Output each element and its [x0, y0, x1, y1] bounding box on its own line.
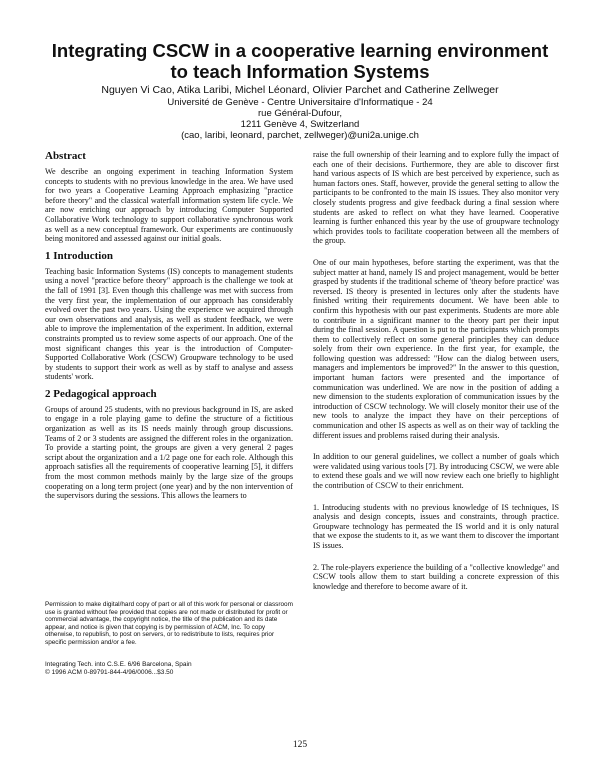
abstract-heading: Abstract [45, 150, 86, 162]
authors: Nguyen Vi Cao, Atika Laribi, Michel Léonard, Olivier Parchet and Catherine Zellweger [101, 84, 499, 96]
affiliation-line-1: Université de Genève - Centre Universitaire d'Informatique - 24 [167, 97, 433, 108]
goal-item-2: 2. The role-players experience the building of a "collective knowledge" and CSCW tools allow them to start building a concrete expression of this knowledge and therefore to become aware of it. [313, 562, 559, 591]
affiliation-line-2: rue Général-Dufour, [258, 108, 342, 119]
paper-title [20, 40, 580, 82]
right-column [313, 150, 559, 595]
right-paragraph-2: One of our main hypotheses, before starting the experiment, was that the subject matter at hand, namely IS and project management, would be better grasped by students if the traditional scheme of 'theory before practice' was reversed. IS theory is presented in lectures only after the students have finished writing their requirements document. We have been able to confirm this hypothesis with our past experiments. Students are more able to contribute in a significant manner to the theory part per their input during the final session. A question is put to the participants which prompts them to collectively reflect on some general principles they can deduce solely from their own experience. In the first year, for example, the following question was addressed: "How can the dialog between users, managers and implementors be improved?" In the answer to this question, important human factors were presented and the importance of communication was underlined. We are now in the position of adding a new dimension to the students exploration of communication issues by the introduction of CSCW technology. We will closely monitor their use of the new tools to analyze the impact they have on their perceptions of communication and other IS aspects as well as on their way of tackling the different issues and problems raised during their analysis. [313, 257, 559, 440]
right-paragraph-3: In addition to our general guidelines, we collect a number of goals which were validated using various tools [7]. By introducing CSCW, we were able to extend these goals and we will now review each one briefly to highlight the contribution of CSCW to their enrichment. [313, 452, 559, 490]
permission-footnote [45, 601, 293, 647]
title-line-1: Integrating CSCW in a cooperative learning environment [51, 40, 549, 61]
affiliation-line-3: 1211 Genève 4, Switzerland [240, 119, 360, 130]
page-number: 125 [292, 740, 308, 750]
permission-text: Permission to make digital/hard copy of part or all of this work for personal or classroom use is granted without fee provided that copies are not made or distributed for profit or commercial advantage, the copyright notice, the title of the publication and its date appear, and notice is given that copying is by permission of ACM, Inc. To copy otherwise, to republish, to post on servers, or to redistribute to lists, requires prior specific permission and/or a fee. [45, 601, 293, 646]
section-1-heading: 1 Introduction [45, 249, 113, 262]
right-paragraph-1: raise the full ownership of their learning and to explore fully the impact of each one of their decisions. Furthermore, they are able to discover first hand various aspects of IS which are best perceived by experience, such as human factors ones. Staff, however, provide the general setting to allow the participants to be confronted to the main IS issues. They also monitor very closely students progress and give feedback during a final session where students are asked to reflect on what they have learned. Cooperative learning is further enhanced this year by the use of groupware technology which provides tools to facilitate cooperation between all the members of the group. [313, 150, 559, 246]
affiliation-emails: (cao, laribi, leonard, parchet, zellweger)@uni2a.unige.ch [181, 130, 419, 141]
left-column [45, 150, 293, 505]
section-1-text: Teaching basic Information Systems (IS) concepts to management students using a novel "practice before theory" approach is the challenge we took at the fall of 1991 [3]. Even though this challenge was met with success from the very first year, the implementation of our approach has considerably evolved over the past two years. Using the experience we acquired through our own observations and analysis, as well as student feedback, we were able to improve the implementation of the experiment. In addition, external constraints prompted us to review some aspects of our approach. One of the most significant changes this year is the introduction of Computer-Supported Collaborative Work (CSCW) Groupware technology to be used by students to support their work as well as by staff to analyse and assess students' work. [45, 266, 293, 382]
venue-info [45, 661, 293, 677]
section-2-text: Groups of around 25 students, with no previous background in IS, are asked to engage in a role playing game to define the structure of a fictitious organization as well as its IS needs mainly through group discussions. Teams of 2 or 3 students are assigned the different roles in the organization. To provide a starting point, the groups are given a very general 2 pages script about the organization and a 1/2 page one for each role. Although this approach satisfies all the requirements of cooperative learning [5], it differs from the most common methods mainly by the large size of the groups cooperating on a long term project (one year) and by the non intervention of the supervisors during the sessions. This allows the learners to [45, 404, 293, 501]
affiliation [20, 97, 580, 141]
section-2-heading: 2 Pedagogical approach [45, 387, 157, 400]
copyright-line: © 1996 ACM 0-89791-844-4/96/0006...$3.50 [45, 669, 174, 676]
abstract-text: We describe an ongoing experiment in teaching Information System concepts to students with no previous knowledge in the area. We have used for two years a Cooperative Learning Approach emphasizing "practice before theory" and the classical waterfall information system life cycle. We are now enriching our approach by introducing Computer Supported Collaborative Work technology to support collaborative synchronous work as well as a new conceptual framework. Our experiments are continuously being monitored and assessed against our initial goals. [45, 167, 293, 244]
goal-item-1: 1. Introducing students with no previous knowledge of IS techniques, IS analysis and design concepts, issues and constraints, through practice. Groupware technology has permeated the IS world and it is only natural that we expose the students to it, as we want them to discover the important IS issues. [313, 502, 559, 550]
venue-line: Integrating Tech. into C.S.E. 6/96 Barcelona, Spain [45, 661, 192, 668]
title-line-2: to teach Information Systems [170, 61, 430, 82]
